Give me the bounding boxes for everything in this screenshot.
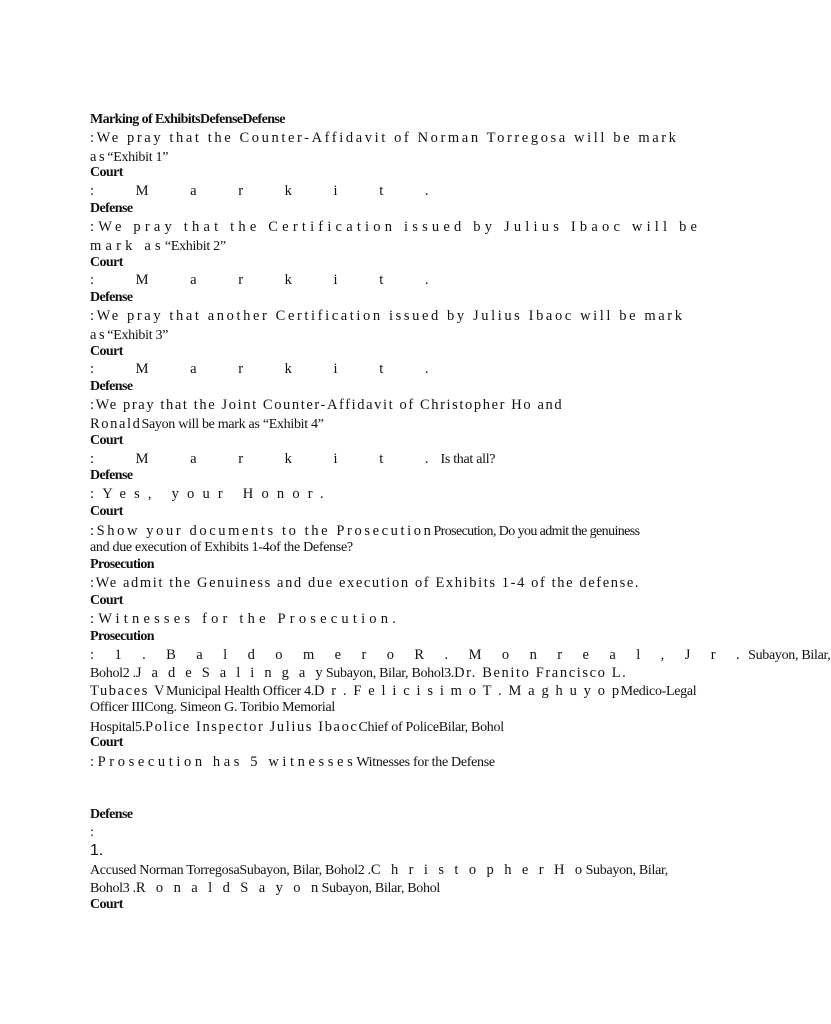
- speaker-label: Defense: [90, 468, 133, 483]
- body-text: Police Inspector Julius Ibaoc: [144, 719, 359, 735]
- speaker-label: Court: [90, 504, 123, 519]
- body-line: [90, 238, 226, 254]
- body-text: Accused Norman Torregosa: [90, 863, 240, 878]
- body-line: :We pray that another Certification issued by Julius Ibaoc will be mark: [90, 308, 685, 324]
- body-line: : M a r k i t .: [90, 183, 441, 199]
- body-line: [90, 719, 504, 735]
- body-text: Bohol3 .: [90, 881, 136, 896]
- body-text: Witnesses for the Defense: [356, 755, 495, 770]
- body-line: : M a r k i t .: [90, 361, 441, 377]
- body-text: D r . F e l i c i s i m o T . M a g h u y o p: [313, 683, 621, 699]
- body-text: Subayon, Bilar, Bohol3.: [325, 666, 455, 681]
- body-text: :Prosecution has 5 witnesses: [90, 754, 357, 770]
- body-line: :: [90, 825, 94, 840]
- speaker-label: Prosecution: [90, 557, 154, 572]
- body-text: “Exhibit 2”: [164, 239, 226, 254]
- speaker-label: Court: [90, 735, 123, 750]
- body-line: [90, 683, 696, 699]
- body-line: : M a r k i t .: [90, 272, 441, 288]
- speaker-label: Defense: [90, 290, 133, 305]
- body-line: :We pray that the Certification issued by Julius Ibaoc will be: [90, 219, 702, 235]
- body-text: Subayon, Bilar,: [585, 863, 668, 878]
- body-text: Dr. Benito Francisco L.: [454, 665, 628, 681]
- body-line: Officer IIICong. Simeon G. Toribio Memorial: [90, 700, 335, 715]
- body-line: [90, 880, 440, 896]
- body-text: Subayon, Bilar, Bohol2 .: [239, 863, 371, 878]
- body-line: :We pray that the Joint Counter-Affidavit of Christopher Ho and: [90, 397, 564, 413]
- body-text: Prosecution, Do you admit the genuiness: [433, 524, 640, 539]
- body-line: :We admit the Genuiness and due execution of Exhibits 1-4 of the defense.: [90, 575, 641, 591]
- body-text: Municipal Health Officer 4.: [166, 684, 314, 699]
- body-line: [90, 149, 168, 165]
- body-text: Subayon, Bilar, Bohol: [321, 881, 440, 896]
- body-text: : M a r k i t .: [90, 451, 441, 467]
- body-text: Sayon will be mark as “Exhibit 4”: [141, 417, 324, 432]
- body-text: Is that all?: [440, 452, 496, 467]
- speaker-label: Defense: [90, 379, 133, 394]
- body-text: Medico-Legal: [620, 684, 697, 699]
- body-text: Tubaces V: [90, 683, 167, 699]
- body-text: J a d e S a l i n g a y: [135, 665, 326, 681]
- speaker-label: Court: [90, 255, 123, 270]
- body-line: :Yes, your Honor.: [90, 486, 332, 502]
- body-text: Bohol2 .: [90, 666, 136, 681]
- body-text: mark as: [90, 238, 165, 254]
- body-line: [90, 451, 495, 467]
- speaker-label: Court: [90, 433, 123, 448]
- body-line: [90, 862, 668, 878]
- body-text: R o n a l d S a y o n: [135, 880, 322, 896]
- body-line: [90, 754, 495, 770]
- body-line: :We pray that the Counter-Affidavit of Norman Torregosa will be mark: [90, 130, 679, 146]
- body-text: Hospital5.: [90, 720, 145, 735]
- body-line: :Witnesses for the Prosecution.: [90, 611, 401, 627]
- body-line: [90, 327, 168, 343]
- speaker-label: Defense: [90, 201, 133, 216]
- speaker-label: Court: [90, 897, 123, 912]
- body-line: [90, 416, 324, 432]
- list-number: 1.: [90, 842, 104, 859]
- speaker-label: Prosecution: [90, 629, 154, 644]
- speaker-label: Defense: [90, 807, 133, 822]
- body-line: [90, 647, 831, 663]
- body-line: [90, 665, 627, 681]
- body-line: and due execution of Exhibits 1-4of the Defense?: [90, 540, 353, 555]
- body-text: Ronald: [90, 416, 142, 432]
- body-text: “Exhibit 3”: [107, 328, 169, 343]
- body-text: :Show your documents to the Prosecution: [90, 523, 434, 539]
- speaker-label: Court: [90, 593, 123, 608]
- body-text: Chief of PoliceBilar, Bohol: [358, 720, 504, 735]
- document-title: Marking of ExhibitsDefenseDefense: [90, 112, 285, 127]
- body-text: : 1 . B a l d o m e r o R . M o n r e a l , J r .: [90, 647, 749, 663]
- body-text: Subayon, Bilar,: [748, 648, 831, 663]
- body-line: [90, 523, 639, 539]
- body-text: as: [90, 149, 108, 165]
- body-text: “Exhibit 1”: [107, 150, 169, 165]
- speaker-label: Court: [90, 165, 123, 180]
- speaker-label: Court: [90, 344, 123, 359]
- body-text: as: [90, 327, 108, 343]
- body-text: C h r i s t o p h e r H o: [370, 862, 586, 878]
